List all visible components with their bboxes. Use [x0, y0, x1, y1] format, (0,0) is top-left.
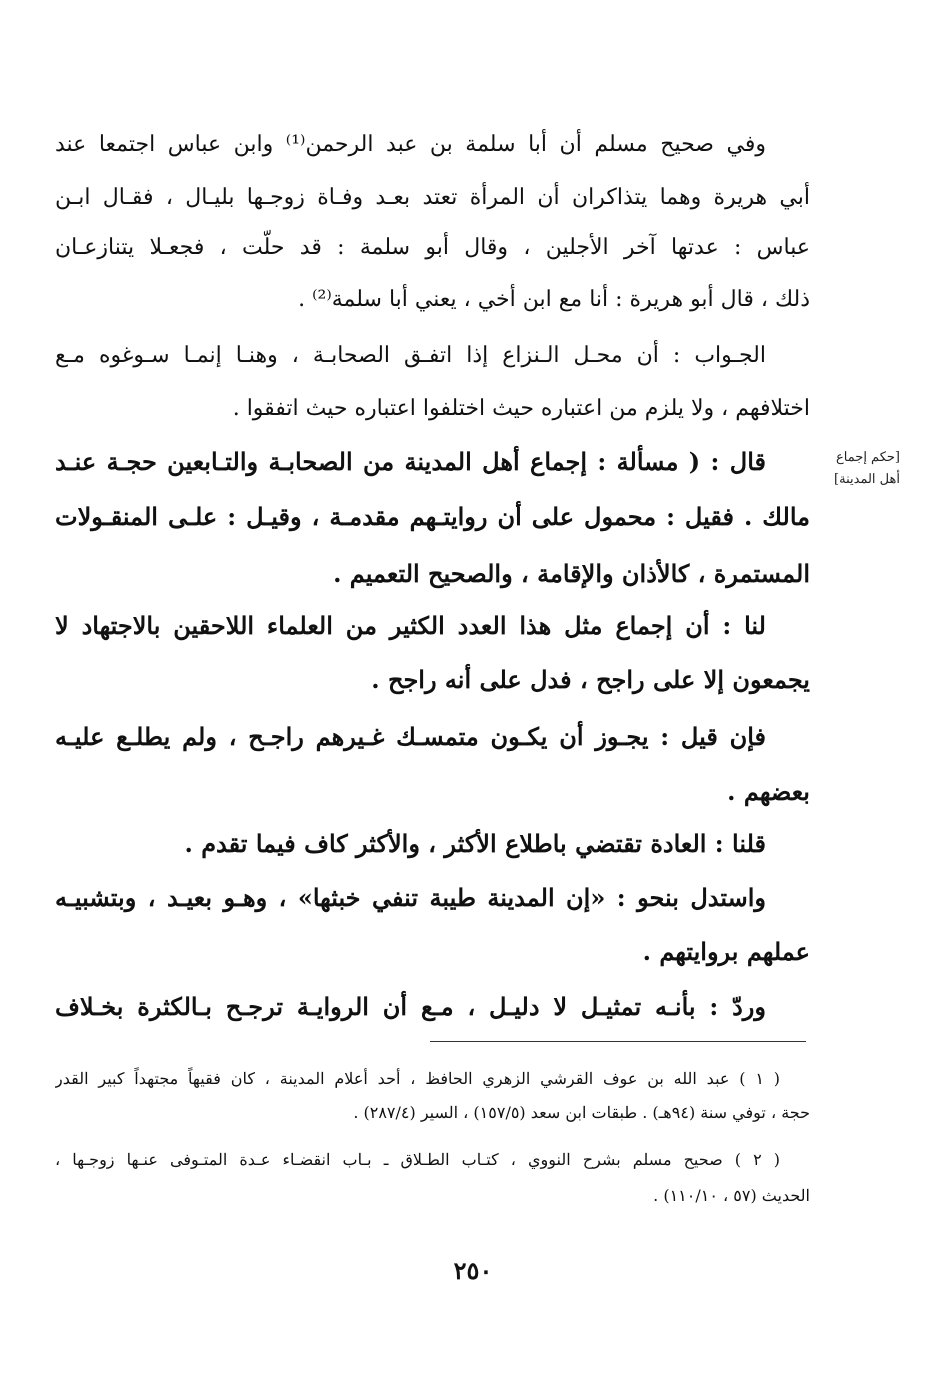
body-line-15: واستدل بنحو : «إن المدينة طيبة تنفي خبثها» ، وهـو بعيـد ، وبتشبيـه: [55, 883, 766, 912]
footnote-1-line-1: ( ١ ) عبد الله بن عوف القرشي الزهري الحافظ ، أحد أعلام المدينة ، كان فقيهاً مجتهداً كبير القدر: [55, 1069, 781, 1088]
body-line-1: وفي صحيح مسلم أن أبا سلمة بن عبد الرحمن⁽¹⁾ وابن عباس اجتمعا عند: [55, 132, 766, 157]
body-line-7: قال : ( مسألة : إجماع أهل المدينة من الصحابـة والتـابعين حجـة عنـد: [55, 447, 766, 476]
body-line-6: اختلافهم ، ولا يلزم من اعتباره حيث اختلفوا اعتباره حيث اتفقوا .: [232, 396, 810, 421]
body-line-14: قلنا : العادة تقتضي باطلاع الأكثر ، والأكثر كاف فيما تقدم .: [184, 829, 766, 858]
body-line-5: الجـواب : أن محـل الـنزاع إذا اتفـق الصحابـة ، وهنـا إنمـا سـوغوه مـع: [55, 343, 766, 368]
body-line-12: فإن قيل : يجـوز أن يكـون متمسـك غـيرهم راجـح ، ولم يطلـع عليـه: [55, 722, 766, 751]
body-line-17: وردّ : بأنـه تمثيـل لا دليـل ، مـع أن الروايـة ترجـح بـالكثرة بخـلاف: [55, 992, 766, 1021]
body-line-3: عباس : عدتها آخر الأجلين ، وقال أبو سلمة : قد حلّت ، فجعـلا يتنازعـان: [55, 235, 810, 260]
body-line-13: بعضهم .: [727, 777, 810, 806]
body-line-11: يجمعون إلا على راجح ، فدل على أنه راجح .: [371, 665, 810, 694]
footnote-2-line-1: ( ٢ ) صحيح مسلم بشرح النووي ، كتـاب الطـلاق ـ بـاب انقضـاء عـدة المتـوفى عنـها زوجـها ،: [55, 1150, 780, 1169]
margin-note-line-1: [حكم إجماع: [836, 450, 900, 465]
body-line-4: ذلك ، قال أبو هريرة : أنا مع ابن أخي ، يعني أبا سلمة⁽²⁾ .: [298, 287, 810, 312]
footnote-1-line-2: حجة ، توفي سنة (٩٤هـ) . طبقات ابن سعد (١٥٧/٥) ، السير (٢٨٧/٤) .: [353, 1103, 810, 1122]
body-line-9: المستمرة ، كالأذان والإقامة ، والصحيح التعميم .: [333, 559, 810, 588]
page-number: ٢٥٠: [453, 1256, 493, 1285]
body-line-2: أبي هريرة وهما يتذاكران أن المرأة تعتد بعـد وفـاة زوجـها بليـال ، فقـال ابـن: [55, 185, 810, 210]
body-line-10: لنا : أن إجماع مثل هذا العدد الكثير من العلماء اللاحقين بالاجتهاد لا: [55, 611, 766, 640]
margin-note-line-2: أهل المدينة]: [834, 472, 900, 487]
footnote-2-line-2: الحديث (٥٧ ، ١١٠/١٠) .: [653, 1186, 810, 1205]
margin-note: [820, 447, 900, 491]
body-line-8: مالك . فقيل : محمول على أن روايتـهم مقدمـة ، وقيـل : علـى المنقـولات: [55, 502, 810, 531]
footnote-separator: [430, 1041, 806, 1042]
body-line-16: عملهم بروايتهم .: [642, 937, 810, 966]
